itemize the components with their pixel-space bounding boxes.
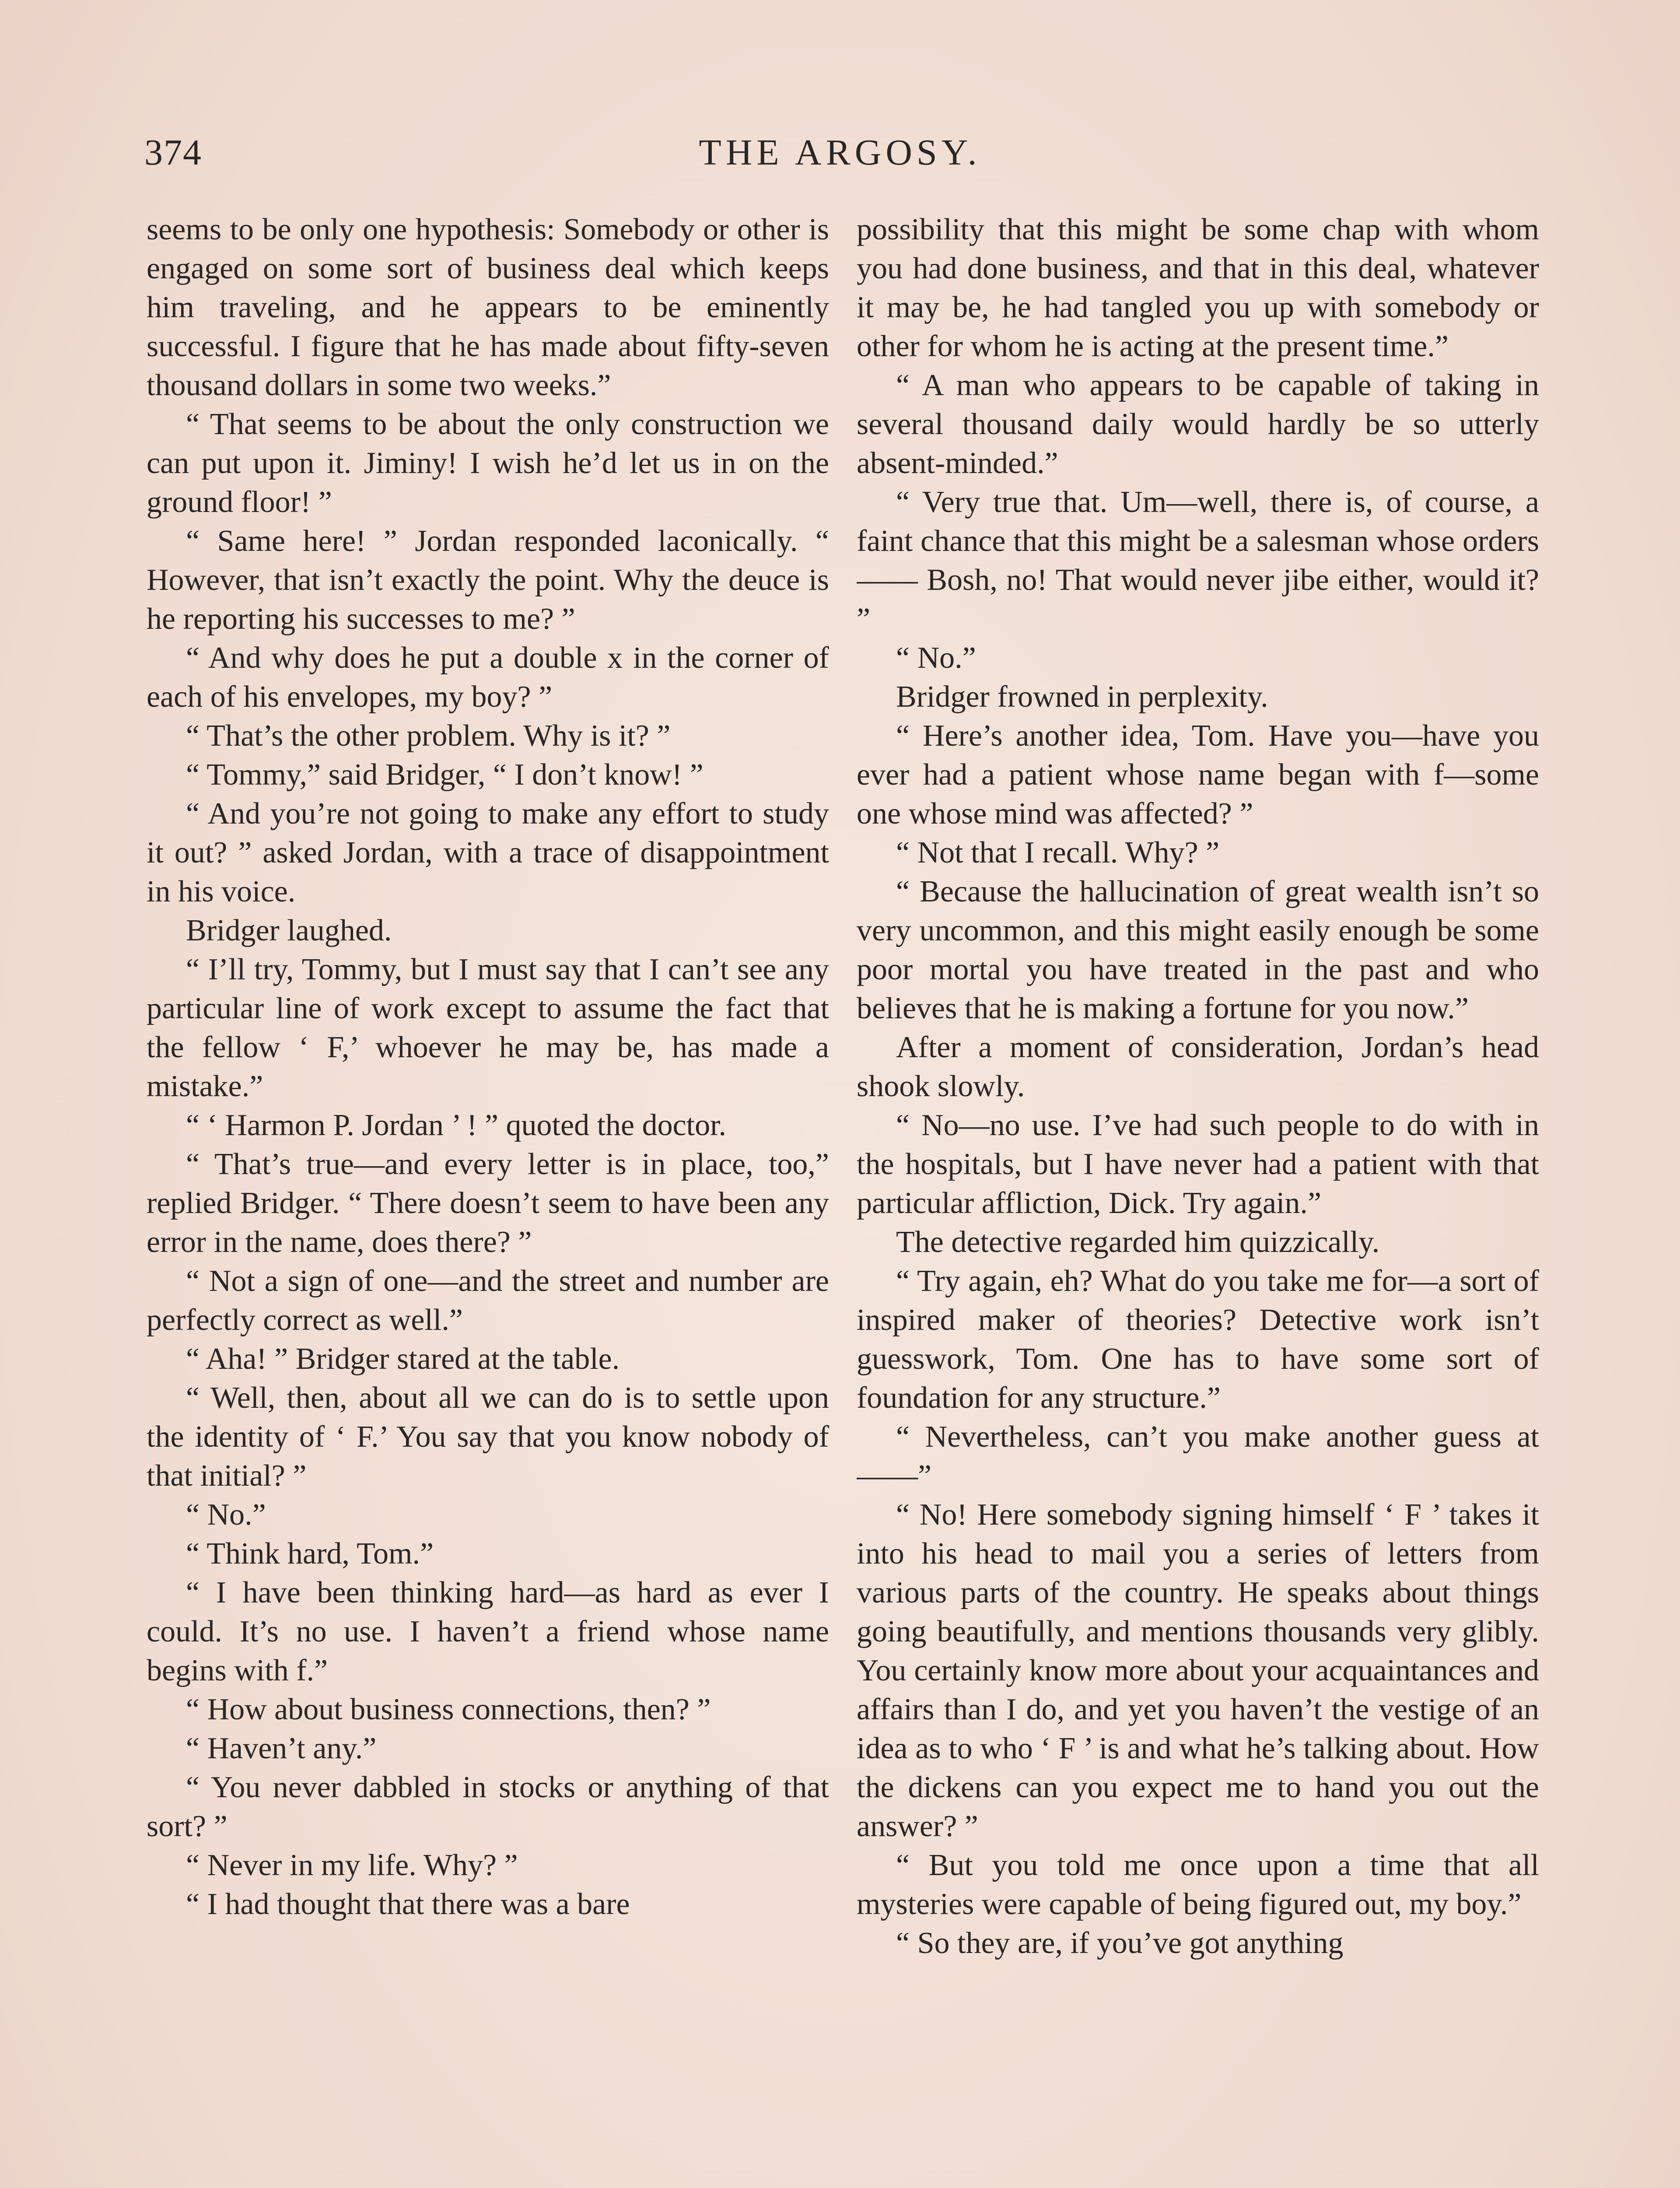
paragraph: “ Never in my life. Why? ” (186, 1848, 518, 1882)
paragraph: possibility that this might be some chap with whom you had done business, and that in this deal, whatever it may be, he had tangled you up with somebody or other for whom he is acting at the present time.” (857, 213, 1539, 363)
page-header (144, 131, 1536, 193)
paragraph: seems to be only one hypothesis: Somebody or other is engaged on some sort of business deal which keeps him traveling, and he appears to be eminently successful. I figure that he has made about fifty-seven thousand dollars in some two weeks.” (147, 213, 829, 402)
paragraph: “ Nevertheless, can’t you make another guess at——” (857, 1420, 1539, 1493)
paragraph: “ But you told me once upon a time that all mysteries were capable of being figured out, my boy.” (857, 1848, 1539, 1921)
paragraph: “ Try again, eh? What do you take me for—a sort of inspired maker of theories? Detective work isn’t guesswork, Tom. One has to have some sort of foundation for any structure.” (857, 1264, 1539, 1415)
paragraph: “ And why does he put a double x in the corner of each of his envelopes, my boy? ” (147, 641, 829, 714)
paragraph: The detective regarded him quizzically. (896, 1225, 1380, 1259)
paragraph: “ Here’s another idea, Tom. Have you—have you ever had a patient whose name began with f—some one whose mind was affected? ” (857, 719, 1539, 831)
paragraph: “ No.” (896, 641, 976, 675)
paragraph: “ Think hard, Tom.” (186, 1537, 434, 1571)
paragraph: “ Not a sign of one—and the street and number are perfectly correct as well.” (147, 1264, 829, 1337)
paragraph: “ Same here! ” Jordan responded laconically. “ However, that isn’t exactly the point. Why the deuce is he reporting his successes to me? ” (147, 524, 829, 636)
paragraph: “ Very true that. Um—well, there is, of course, a faint chance that this might be a salesman whose orders—— Bosh, no! That would never jibe either, would it? ” (857, 485, 1539, 636)
paragraph: Bridger frowned in perplexity. (896, 680, 1268, 714)
paragraph: “ That seems to be about the only construction we can put upon it. Jiminy! I wish he’d let us in on the ground floor! ” (147, 407, 829, 519)
paragraph: Bridger laughed. (186, 914, 392, 947)
paragraph: After a moment of consideration, Jordan’s head shook slowly. (857, 1031, 1539, 1103)
page-number: 374 (144, 132, 202, 173)
paragraph: “ Not that I recall. Why? ” (896, 836, 1220, 870)
paragraph: “ That’s the other problem. Why is it? ” (186, 719, 671, 753)
paragraph: “ You never dabbled in stocks or anything of that sort? ” (147, 1771, 829, 1843)
paragraph: “ ‘ Harmon P. Jordan ’ ! ” quoted the doctor. (186, 1108, 727, 1142)
paragraph: “ Aha! ” Bridger stared at the table. (186, 1342, 620, 1376)
paragraph: “ How about business connections, then? ” (186, 1693, 711, 1726)
paragraph: “ I’ll try, Tommy, but I must say that I can’t see any particular line of work except to assume the fact that the fellow ‘ F,’ whoever he may be, has made a mistake.” (147, 953, 829, 1103)
paragraph: “ I had thought that there was a bare (186, 1887, 630, 1921)
paragraph: “ No! Here somebody signing himself ‘ F ’ takes it into his head to mail you a series of letters from various parts of the country. He speaks about things going beautifully, and mentions thousands very glibly. You certainly know more about your acquaintances and affairs than I do, and yet you haven’t the vestige of an idea as to who ‘ F ’ is and what he’s talking about. How the dickens can you expect me to hand you out the answer? ” (857, 1498, 1539, 1843)
paragraph: “ Because the hallucination of great wealth isn’t so very uncommon, and this might easily enough be some poor mortal you have treated in the past and who believes that he is making a fortune for you now.” (857, 875, 1539, 1025)
paragraph: “ A man who appears to be capable of taking in several thousand daily would hardly be so utterly absent-minded.” (857, 368, 1539, 480)
paragraph: “ So they are, if you’ve got anything (896, 1926, 1344, 1960)
right-text-column (857, 210, 1539, 2188)
paragraph: “ That’s true—and every letter is in place, too,” replied Bridger. “ There doesn’t seem to have been any error in the name, does there? ” (147, 1147, 829, 1259)
running-head: THE ARGOSY. (699, 132, 981, 173)
left-text-column (147, 210, 829, 2188)
paragraph: “ Tommy,” said Bridger, “ I don’t know! ” (186, 758, 704, 792)
paragraph: “ I have been thinking hard—as hard as ever I could. It’s no use. I haven’t a friend whose name begins with f.” (147, 1576, 829, 1687)
paragraph: “ No.” (186, 1498, 266, 1532)
paragraph: “ And you’re not going to make any effort to study it out? ” asked Jordan, with a trace of disappointment in his voice. (147, 797, 829, 908)
paragraph: “ Haven’t any.” (186, 1732, 377, 1765)
paragraph: “ Well, then, about all we can do is to settle upon the identity of ‘ F.’ You say that you know nobody of that initial? ” (147, 1381, 829, 1493)
paragraph: “ No—no use. I’ve had such people to do with in the hospitals, but I have never had a patient with that particular affliction, Dick. Try again.” (857, 1108, 1539, 1220)
